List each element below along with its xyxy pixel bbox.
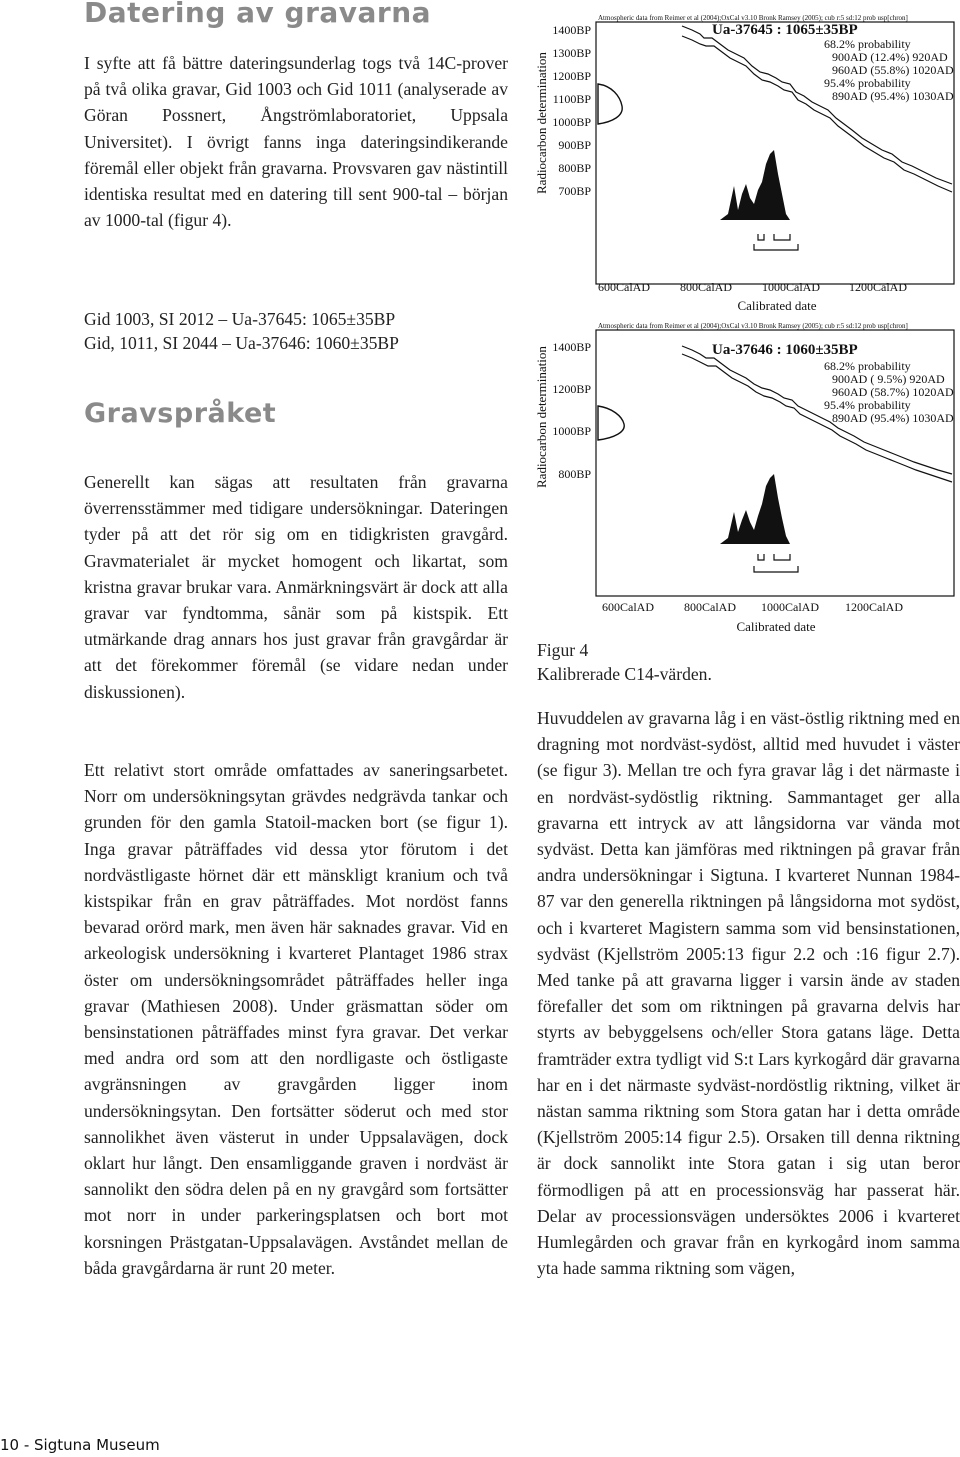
section-heading-gravspraket: Gravspråket	[84, 398, 277, 429]
legend-line: 95.4% probability	[824, 76, 911, 90]
chart-title: Ua-37645 : 1065±35BP	[712, 22, 858, 38]
y-tick-label: 1300BP	[552, 46, 591, 60]
figure-caption-text: Kalibrerade C14-värden.	[537, 664, 712, 684]
y-tick-label: 1400BP	[552, 23, 591, 37]
legend-line: 890AD (95.4%) 1030AD	[832, 411, 954, 425]
x-axis-label: Calibrated date	[737, 298, 817, 313]
chart-svg-1	[532, 14, 960, 316]
legend-line: 68.2% probability	[824, 359, 911, 373]
y-tick-label: 900BP	[558, 138, 591, 152]
calibration-chart-ua-37646	[532, 318, 960, 638]
legend-line: 95.4% probability	[824, 398, 911, 412]
y-tick-label: 1000BP	[552, 115, 591, 129]
x-tick-label: 1200CalAD	[849, 280, 907, 294]
x-axis-label: Calibrated date	[736, 619, 816, 634]
x-tick-label: 1000CalAD	[761, 600, 819, 614]
legend-line: 890AD (95.4%) 1030AD	[832, 89, 954, 103]
sample-line-2: Gid, 1011, SI 2044 – Ua-37646: 1060±35BP	[84, 333, 399, 353]
y-ticks	[552, 340, 591, 481]
y-tick-label: 1100BP	[552, 92, 591, 106]
paragraph-gravarnas-riktning: Huvuddelen av gravarna låg i en väst-östlig riktning med en dragning mot nordväst-sydöst, alltid med huvudet i väster (se figur 3). Mellan tre och fyra gravar låg i det närmaste i en nordväst-sydöstlig riktning. Sammantaget ger alla gravarna ett intryck av att långsidorna var vända mot sydväst. Detta kan jämföras med riktningen på gravar från andra undersökningar i Sigtuna. I kvarteret Nunnan 1984-87 var den generella riktningen på långsidorna mot sydöst, och i kvarteret Magistern samma som vid bensinstationen, sydväst (Kjellström 2005:13 figur 2.2 och :16 figur 2.7). Med tanke på att gravarna ligger i varsin ände av staden förefaller det som om riktningen på gravarna delvis har styrts av bebyggelsens och/eller Stora gatans läge. Detta framträder extra tydligt vid S:t Lars kyrkogård där gravarna har en i det närmaste sydväst-nordöstlig riktning, vilket är nästan samma riktning som Stora gatan har i detta område (Kjellström 2005:14 figur 2.5). Orsaken till denna riktning är dock sannolikt inte Stora gatan i sig utan beror förmodligen på att en processionsväg har passerat här. Delar av processionsvägen undersöktes 2006 i kvarteret Humlegården och gravar från en kyrkogård inom samma yta hade samma riktning som vägen,	[537, 708, 960, 1279]
figure-caption-number: Figur 4	[537, 640, 589, 660]
y-tick-label: 1000BP	[552, 424, 591, 438]
legend-line: 900AD ( 9.5%) 920AD	[832, 372, 945, 386]
x-tick-label: 1000CalAD	[762, 280, 820, 294]
legend-line: 900AD (12.4%) 920AD	[832, 50, 948, 64]
x-tick-label: 800CalAD	[680, 280, 732, 294]
x-tick-label: 600CalAD	[598, 280, 650, 294]
x-tick-label: 800CalAD	[684, 600, 736, 614]
y-tick-label: 700BP	[558, 184, 591, 198]
chart-svg-2	[532, 318, 960, 638]
y-tick-label: 800BP	[558, 161, 591, 175]
paragraph-gravspraket: Generellt kan sägas att resultaten från gravarna överrensstämmer med tidigare undersökningar. Dateringen tyder på att det rör sig om en tidigkristen gravgård. Gravmaterialet är mycket homogent och likartat, som kristna gravar brukar vara. Anmärkningsvärt är dock att alla gravar var fyndtomma, sånär som på kistspik. Ett utmärkande drag annars hos just gravar från gravgårdar är att det förekommer föremål (se vidare nedan under diskussionen).	[84, 472, 508, 702]
legend-line: 960AD (55.8%) 1020AD	[832, 63, 954, 77]
sample-line-1: Gid 1003, SI 2012 – Ua-37645: 1065±35BP	[84, 309, 396, 329]
legend-line: 68.2% probability	[824, 37, 911, 51]
y-axis-label: Radiocarbon determination	[534, 52, 549, 194]
y-axis-label: Radiocarbon determination	[534, 346, 549, 488]
y-ticks	[552, 23, 591, 198]
y-tick-label: 800BP	[558, 467, 591, 481]
paragraph-datering-intro: I syfte att få bättre dateringsunderlag togs två 14C-prover på två olika gravar, Gid 1003 och Gid 1011 (analyserade av Göran Possnert, Ångströmlaboratoriet, Uppsala Universitet). I övrigt fanns inga dateringsindikerande föremål eller objekt från gravarna. Provsvaren gav nästintill identiska resultat med en datering till sent 900-tal – början av 1000-tal (figur 4).	[84, 53, 508, 231]
section-heading-datering: Datering av gravarna	[84, 0, 432, 29]
chart-header: Atmospheric data from Reimer et al (2004);OxCal v3.10 Bronk Ramsey (2005); cub r:5 sd:12 prob usp[chron]	[598, 14, 908, 22]
chart-title: Ua-37646 : 1060±35BP	[712, 342, 858, 358]
paragraph-saneringsarbetet: Ett relativt stort område omfattades av saneringsarbetet. Norr om undersökningsytan grävdes nedgrävda tankar och grunden för den gamla Statoil-macken bort (se figur 1). Inga gravar påträffades vid dessa ytor förutom i det nordvästligaste hörnet där ett mänskligt kranium och två kistspikar från en grav påträffades. Mot nordöst fanns bevarad orörd mark, men även här saknades gravar. Vid en arkeologisk undersökning i kvarteret Plantaget 1986 strax öster om undersökningsområdet påträffades heller inga gravar (Mathiesen 2008). Under gräsmattan söder om bensinstationen påträffades minst fyra gravar. Det verkar med andra ord som att den nordligaste och östligaste avgränsningen av gravgården ligger inom undersökningsytan. Den fortsätter söderut och med stor sannolikhet även västerut in under Uppsalavägen, dock oklart hur långt. Den ensamliggande graven i nordväst är sannolikt den södra delen på en ny gravgård som fortsätter mot norr in under parkeringsplatsen och bort mot korsningen Prästgatan-Uppsalavägen. Avståndet mellan de båda gravgårdarna är runt 20 meter.	[84, 760, 508, 1278]
y-tick-label: 1400BP	[552, 340, 591, 354]
legend-line: 960AD (58.7%) 1020AD	[832, 385, 954, 399]
x-ticks	[602, 600, 903, 614]
y-tick-label: 1200BP	[552, 69, 591, 83]
page-footer: 10 - Sigtuna Museum	[0, 1436, 160, 1454]
calibration-chart-ua-37645	[532, 14, 960, 316]
chart-header: Atmospheric data from Reimer et al (2004);OxCal v3.10 Bronk Ramsey (2005); cub r:5 sd:12 prob usp[chron]	[598, 322, 908, 330]
x-tick-label: 1200CalAD	[845, 600, 903, 614]
x-tick-label: 600CalAD	[602, 600, 654, 614]
y-tick-label: 1200BP	[552, 382, 591, 396]
